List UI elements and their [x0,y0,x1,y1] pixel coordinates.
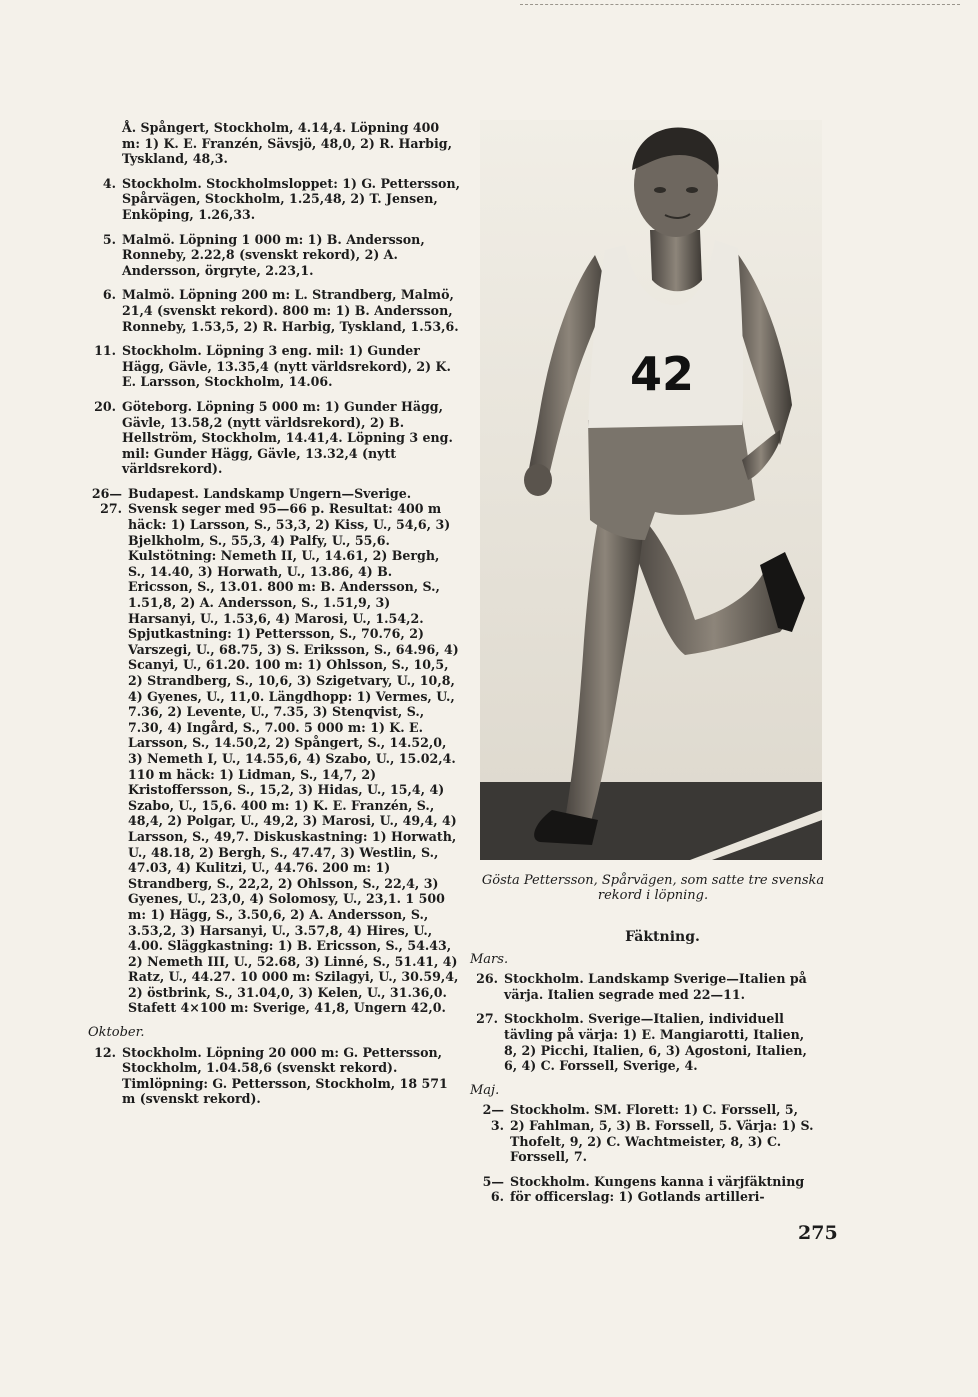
entry-text: Stockholm. Stockholmsloppet: 1) G. Pettersson, Spårvägen, Stockholm, 1.25,48, 2) T. Jensen, Enköping, 1.26,33. [122,175,460,222]
entry-date: 26—27. [91,485,122,517]
list-item [88,232,460,279]
entry-text: Stockholm. Sverige—Italien, individuell tävling på värja: 1) E. Mangiarotti, Italien, 8, 2) Picchi, Italien, 6, 3) Agostoni, Italien, 6, 4) C. Forssell, Sverige, 4. [504,1011,807,1074]
entry-text: Malmö. Löpning 200 m: L. Strandberg, Malmö, 21,4 (svenskt rekord). 800 m: 1) B. Andersson, Ronneby, 1.53,5, 2) R. Harbig, Tyskland, 1.53,6. [122,287,459,334]
month-heading-mars: Mars. [470,951,509,967]
entry-date: 26. [476,971,498,987]
entry-date: 5—6. [482,1173,504,1205]
entry-date: 2—3. [482,1102,504,1133]
entry-date: 11. [94,343,116,359]
entry-text: Budapest. Landskamp Ungern—Sverige. Svensk seger med 95—66 p. Resultat: 400 m häck: 1) Larsson, S., 53,3, 2) Kiss, U., 54,6, 3) Bjelkholm, S., 55,3, 4) Palfy, U., 55,6. Kulstötning: Nemeth II, U., 14.61, 2) Bergh, S., 14.40, 3) Horwath, U., 13.86, 4) B. Ericsson, S., 13.01. 800 m: B. Andersson, S., 1.51,8, 2) A. Andersson, S., 1.51,9, 3) Harsanyi, U., 1.53,6, 4) Marosi, U., 1.54,2. Spjutkastning: 1) Pettersson, S., 70.76, 2) Varszegi, U., 68.75, 3) S. Eriksson, S., 64.96, 4) Scanyi, U., 61.20. 100 m: 1) Ohlsson, S., 10,5, 2) Strandberg, S., 10,6, 3) Szigetvary, U., 10,8, 4) Gyenes, U., 11,0. Längdhopp: 1) Vermes, U., 7.36, 2) Levente, U., 7.35, 3) Stenqvist, S., 7.30, 4) Ingård, S., 7.00. 5 000 m: 1) K. E. Larsson, S., 14.50,2, 2) Spångert, S., 14.52,0, 3) Nemeth I, U., 14.55,6, 4) Szabo, U., 15.02,4. 110 m häck: 1) Lidman, S., 14,7, 2) Kristoffersson, S., 15,2, 3) Hidas, U., 15,4, 4) Szabo, U., 15,6. 400 m: 1) K. E. Franzén, S., 48,4, 2) Polgar, U., 49,2, 3) Marosi, U., 49,4, 4) Larsson, S., 49,7. Diskuskastning: 1) Horwath, U., 48.18, 2) Bergh, S., 47.47, 3) Westlin, S., 47.03, 4) Kulitzi, U., 44.76. 200 m: 1) Strandberg, S., 22,2, 2) Ohlsson, S., 22,4, 3) Gyenes, U., 23,0, 4) Solomosy, U., 23,1. 1 500 m: 1) Hägg, S., 3.50,6, 2) A. Andersson, S., 3.53,2, 3) Harsanyi, U., 3.57,8, 4) Hires, U., 4.00. Släggkastning: 1) B. Ericsson, S., 54.43, 2) Nemeth III, U., 52.68, 3) Linné, S., 51.41, 4) Ratz, U., 44.27. 10 000 m: Szilagyi, U., 30.59,4, 2) östbrink, S., 31.04,0, 3) Kelen, U., 31.36,0. Stafett 4×100 m: Sverige, 41,8, Ungern 42,0. [128,485,459,1016]
list-item [88,120,460,167]
entry-date: 20. [94,398,116,414]
entry-text: Å. Spångert, Stockholm, 4.14,4. Löpning 400 m: 1) K. E. Franzén, Sävsjö, 48,0, 2) R. Harbig, Tyskland, 48,3. [122,120,452,167]
list-item [88,287,460,334]
entry-text: Stockholm. Kungens kanna i värjfäktning för officerslag: 1) Gotlands artilleri- [510,1173,805,1205]
bib-number: 42 [630,347,695,401]
list-item [470,1011,815,1073]
list-item [470,971,815,1002]
entry-text: Stockholm. Löpning 3 eng. mil: 1) Gunder Hägg, Gävle, 13.35,4 (nytt världsrekord), 2) K. E. Larsson, Stockholm, 14.06. [122,343,451,390]
entry-text: Stockholm. SM. Florett: 1) C. Forssell, 5, 2) Fahlman, 5, 3) B. Forssell, 5. Värja: 1) S. Thofelt, 9, 2) C. Wachtmeister, 8, 3) C. Forssell, 7. [510,1102,814,1165]
entry-text: Malmö. Löpning 1 000 m: 1) B. Andersson, Ronneby, 2.22,8 (svenskt rekord), 2) A. Andersson, örgryte, 2.23,1. [122,231,425,278]
list-item [470,1174,815,1205]
entry-date: 5. [102,231,116,247]
month-heading-oktober: Oktober. [88,1025,145,1041]
month-heading-maj: Maj. [470,1082,500,1098]
list-item [470,1102,815,1164]
entry-date: 12. [94,1044,116,1060]
page-number: 275 [798,1222,838,1244]
list-item [88,1045,460,1107]
top-rule [520,4,960,5]
left-column [88,120,460,1116]
runner-photo [480,120,822,860]
entry-date: 4. [102,175,116,191]
list-item [88,399,460,477]
photo-caption: Gösta Pettersson, Spårvägen, som satte tre svenska rekord i löpning. [481,873,825,903]
entry-date [88,120,122,167]
entry-text: Stockholm. Löpning 20 000 m: G. Pettersson, Stockholm, 1.04.58,6 (svenskt rekord). Timlöpning: G. Pettersson, Stockholm, 18 571 m (svenskt rekord). [122,1044,448,1107]
entry-date: 6. [102,287,116,303]
right-column [470,930,815,1214]
list-item [88,486,460,1016]
entry-date: 27. [476,1011,498,1027]
list-item [88,343,460,390]
section-title: Fäktning. [625,929,700,945]
list-item [88,176,460,223]
entry-text: Göteborg. Löpning 5 000 m: 1) Gunder Hägg, Gävle, 13.58,2 (nytt världsrekord), 2) B. Hellström, Stockholm, 14.41,4. Löpning 3 eng. mil: Gunder Hägg, Gävle, 13.32,4 (nytt världsrekord). [122,398,453,477]
entry-text: Stockholm. Landskamp Sverige—Italien på värja. Italien segrade med 22—11. [504,971,807,1002]
